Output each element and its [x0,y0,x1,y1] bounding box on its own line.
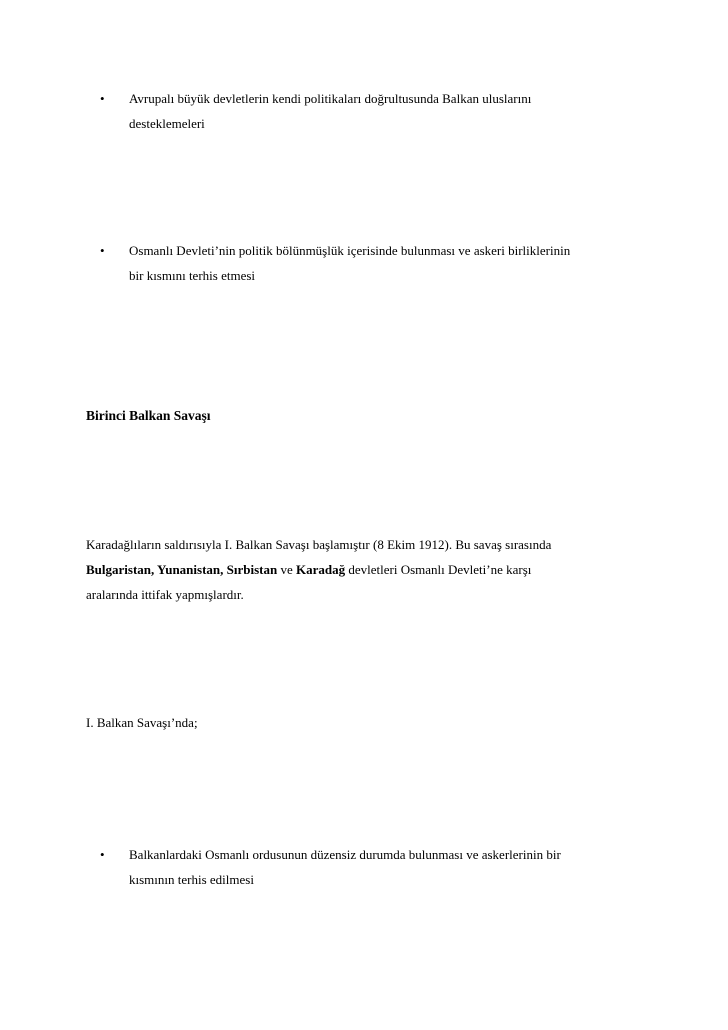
bullet-icon: • [100,847,105,862]
bullet-icon: • [100,91,105,106]
list-item-line: Avrupalı büyük devletlerin kendi politikaları doğrultusunda Balkan uluslarını [129,91,532,106]
list-item-line: bir kısmını terhis etmesi [129,268,256,283]
plain-text: devletleri Osmanlı Devleti’ne karşı [345,562,532,577]
list-item-text [129,238,649,288]
list-item-text [129,842,649,892]
list-item-line: desteklemeleri [129,116,205,131]
list-item-text [129,86,649,136]
bullet-icon: • [100,243,105,258]
bold-text: Bulgaristan, Yunanistan, Sırbistan [86,562,278,577]
bold-text: Karadağ [296,562,346,577]
section-heading: Birinci Balkan Savaşı [86,408,211,423]
plain-text: ve [277,562,296,577]
body-paragraph [86,532,646,607]
list-item-line: Osmanlı Devleti’nin politik bölünmüşlük içerisinde bulunması ve askeri birliklerinin [129,243,571,258]
paragraph-line: aralarında ittifak yapmışlardır. [86,587,244,602]
paragraph-line [86,557,646,582]
list-item-line: kısmının terhis edilmesi [129,872,254,887]
paragraph-line: Karadağlıların saldırısıyla I. Balkan Savaşı başlamıştır (8 Ekim 1912). Bu savaş sırasında [86,537,552,552]
list-item-line: Balkanlardaki Osmanlı ordusunun düzensiz durumda bulunması ve askerlerinin bir [129,847,561,862]
subheading: I. Balkan Savaşı’nda; [86,715,198,730]
